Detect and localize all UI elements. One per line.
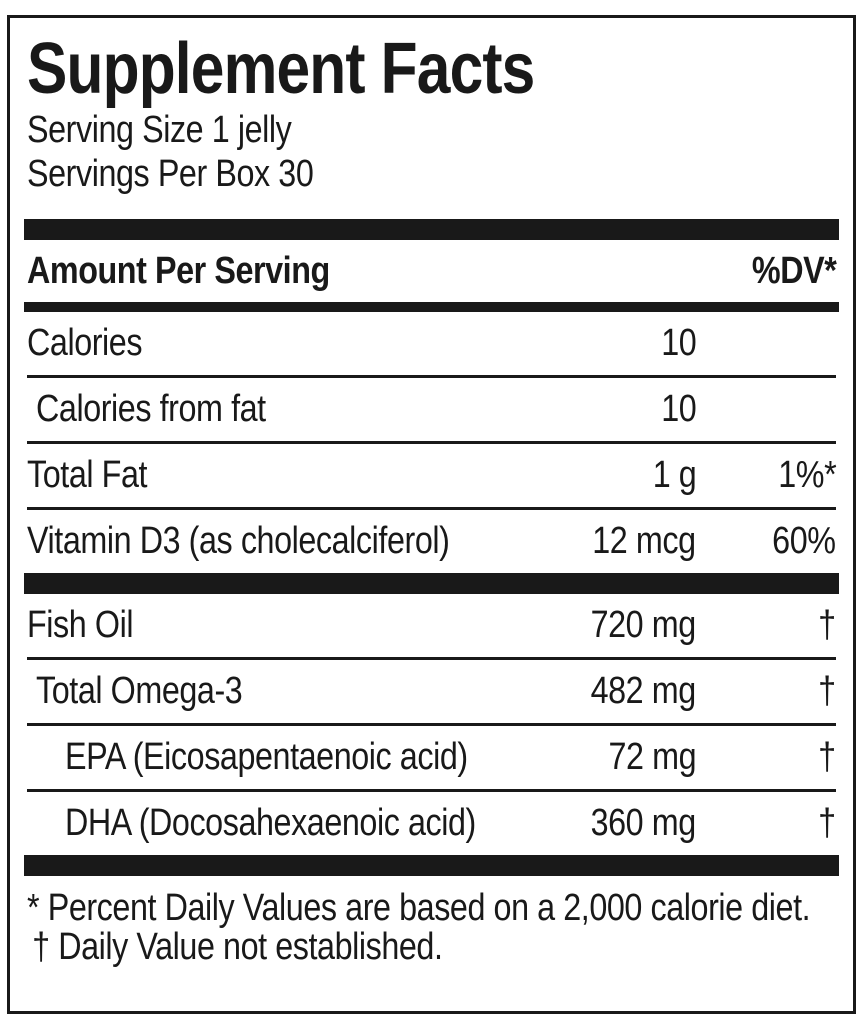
nutrient-amount: 360 mg xyxy=(590,802,696,844)
medium-divider-bar xyxy=(24,302,839,312)
nutrient-row-dha xyxy=(27,792,836,855)
thick-divider-bar-top xyxy=(24,219,839,240)
label-title xyxy=(27,29,836,109)
nutrient-row-total-omega-3 xyxy=(27,660,836,723)
nutrient-name: Fish Oil xyxy=(27,604,134,646)
nutrient-row-calories-from-fat xyxy=(27,378,836,441)
nutrient-name: Vitamin D3 (as cholecalciferol) xyxy=(27,520,450,562)
servings-per-box-line: Servings Per Box 30 xyxy=(27,153,314,195)
serving-size-line: Serving Size 1 jelly xyxy=(27,109,292,151)
nutrient-row-calories xyxy=(27,312,836,375)
footnote-daily-value: † Daily Value not established. xyxy=(32,926,443,968)
nutrient-row-epa xyxy=(27,726,836,789)
nutrient-amount: 10 xyxy=(660,322,696,364)
nutrient-row-vitamin-d3 xyxy=(27,510,836,573)
nutrient-amount: 1 g xyxy=(652,454,696,496)
dagger-symbol: † xyxy=(818,736,836,778)
thick-divider-bar-middle xyxy=(24,573,839,594)
footnotes xyxy=(27,876,836,967)
nutrient-amount: 12 mcg xyxy=(592,520,696,562)
nutrient-amount: 10 xyxy=(660,388,696,430)
label-border-box xyxy=(7,15,856,1014)
nutrient-name: Calories from fat xyxy=(36,388,266,430)
amount-per-serving-header: Amount Per Serving xyxy=(27,249,330,292)
dagger-symbol: † xyxy=(818,604,836,646)
nutrient-amount: 720 mg xyxy=(590,604,696,646)
dagger-symbol: † xyxy=(818,670,836,712)
serving-info xyxy=(27,108,836,196)
column-header-row xyxy=(27,240,836,302)
nutrient-name: EPA (Eicosapentaenoic acid) xyxy=(65,736,468,778)
thick-divider-bar-bottom xyxy=(24,855,839,876)
dagger-symbol: † xyxy=(818,802,836,844)
nutrient-dv: 1%* xyxy=(778,454,836,496)
nutrient-row-total-fat xyxy=(27,444,836,507)
nutrient-name: Calories xyxy=(27,322,143,364)
footnote-percent-dv: * Percent Daily Values are based on a 2,000 calorie diet. xyxy=(27,887,811,929)
nutrient-name: Total Fat xyxy=(27,454,148,496)
nutrient-amount: 72 mg xyxy=(608,736,696,778)
nutrient-amount: 482 mg xyxy=(590,670,696,712)
percent-dv-header: %DV* xyxy=(751,249,836,292)
nutrient-name: Total Omega-3 xyxy=(36,670,243,712)
label-title-text: Supplement Facts xyxy=(27,29,535,109)
nutrient-dv: 60% xyxy=(772,520,836,562)
nutrient-name: DHA (Docosahexaenoic acid) xyxy=(65,802,476,844)
nutrient-row-fish-oil xyxy=(27,594,836,657)
